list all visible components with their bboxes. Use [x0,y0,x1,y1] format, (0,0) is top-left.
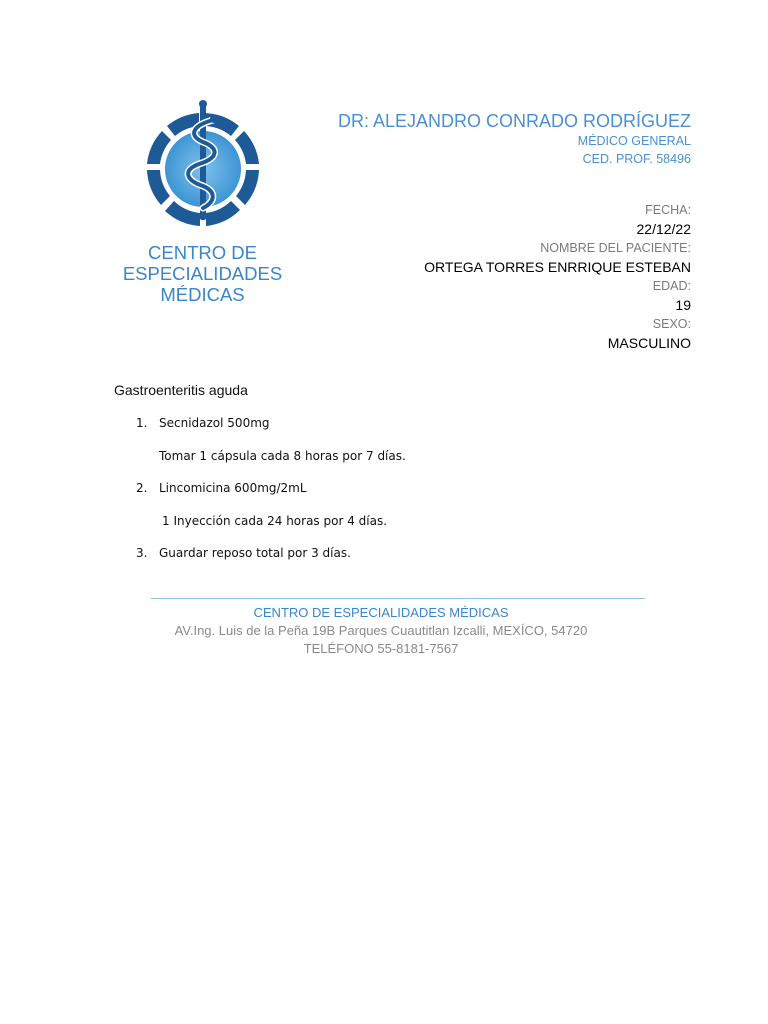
prescription-list [136,413,406,576]
list-item [136,413,406,446]
patient-info [424,201,691,353]
logo-line-2: ESPECIALIDADES [122,263,283,284]
medication-name: Lincomicina 600mg/2mL [159,481,307,495]
medication-name: Guardar reposo total por 3 días. [159,546,351,560]
caduceus-gear-icon [141,100,265,236]
list-item-instructions [136,446,406,479]
list-item-instructions [136,511,406,544]
doctor-title: MÉDICO GENERAL [577,134,691,148]
sex-value: MASCULINO [607,335,691,351]
doctor-name: DR: ALEJANDRO CONRADO RODRÍGUEZ [337,111,691,131]
item-number: 2. [136,481,148,495]
medication-name: Secnidazol 500mg [159,416,270,430]
logo-line-1: CENTRO DE [148,242,257,263]
patient-name-value: ORTEGA TORRES ENRRIQUE ESTEBAN [424,259,691,275]
age-value: 19 [675,297,691,313]
medication-instructions: Tomar 1 cápsula cada 8 horas por 7 días. [159,448,406,463]
list-item [136,543,406,576]
footer [151,604,611,658]
doctor-license: CED. PROF. 58496 [582,152,691,166]
patient-name-label: NOMBRE DEL PACIENTE: [540,241,691,255]
footer-phone: TELÉFONO 55-8181-7567 [303,641,459,656]
date-value: 22/12/22 [636,221,691,237]
clinic-logo [110,100,295,305]
age-label: EDAD: [652,279,691,293]
date-label: FECHA: [645,203,691,217]
footer-title: CENTRO DE ESPECIALIDADES MÉDICAS [253,605,509,620]
item-number: 1. [136,416,148,430]
sex-label: SEXO: [652,317,691,331]
diagnosis: Gastroenteritis aguda [114,382,248,398]
footer-address: AV.Ing. Luis de la Peña 19B Parques Cuautitlan Izcalli, MEXÍCO, 54720 [174,623,588,638]
list-item [136,478,406,511]
clinic-logo-text [110,242,295,305]
doctor-header [338,110,691,168]
medication-instructions: 1 Inyección cada 24 horas por 4 días. [162,513,388,528]
item-number: 3. [136,546,148,560]
logo-line-3: MÉDICAS [160,284,245,305]
footer-divider [151,598,645,599]
